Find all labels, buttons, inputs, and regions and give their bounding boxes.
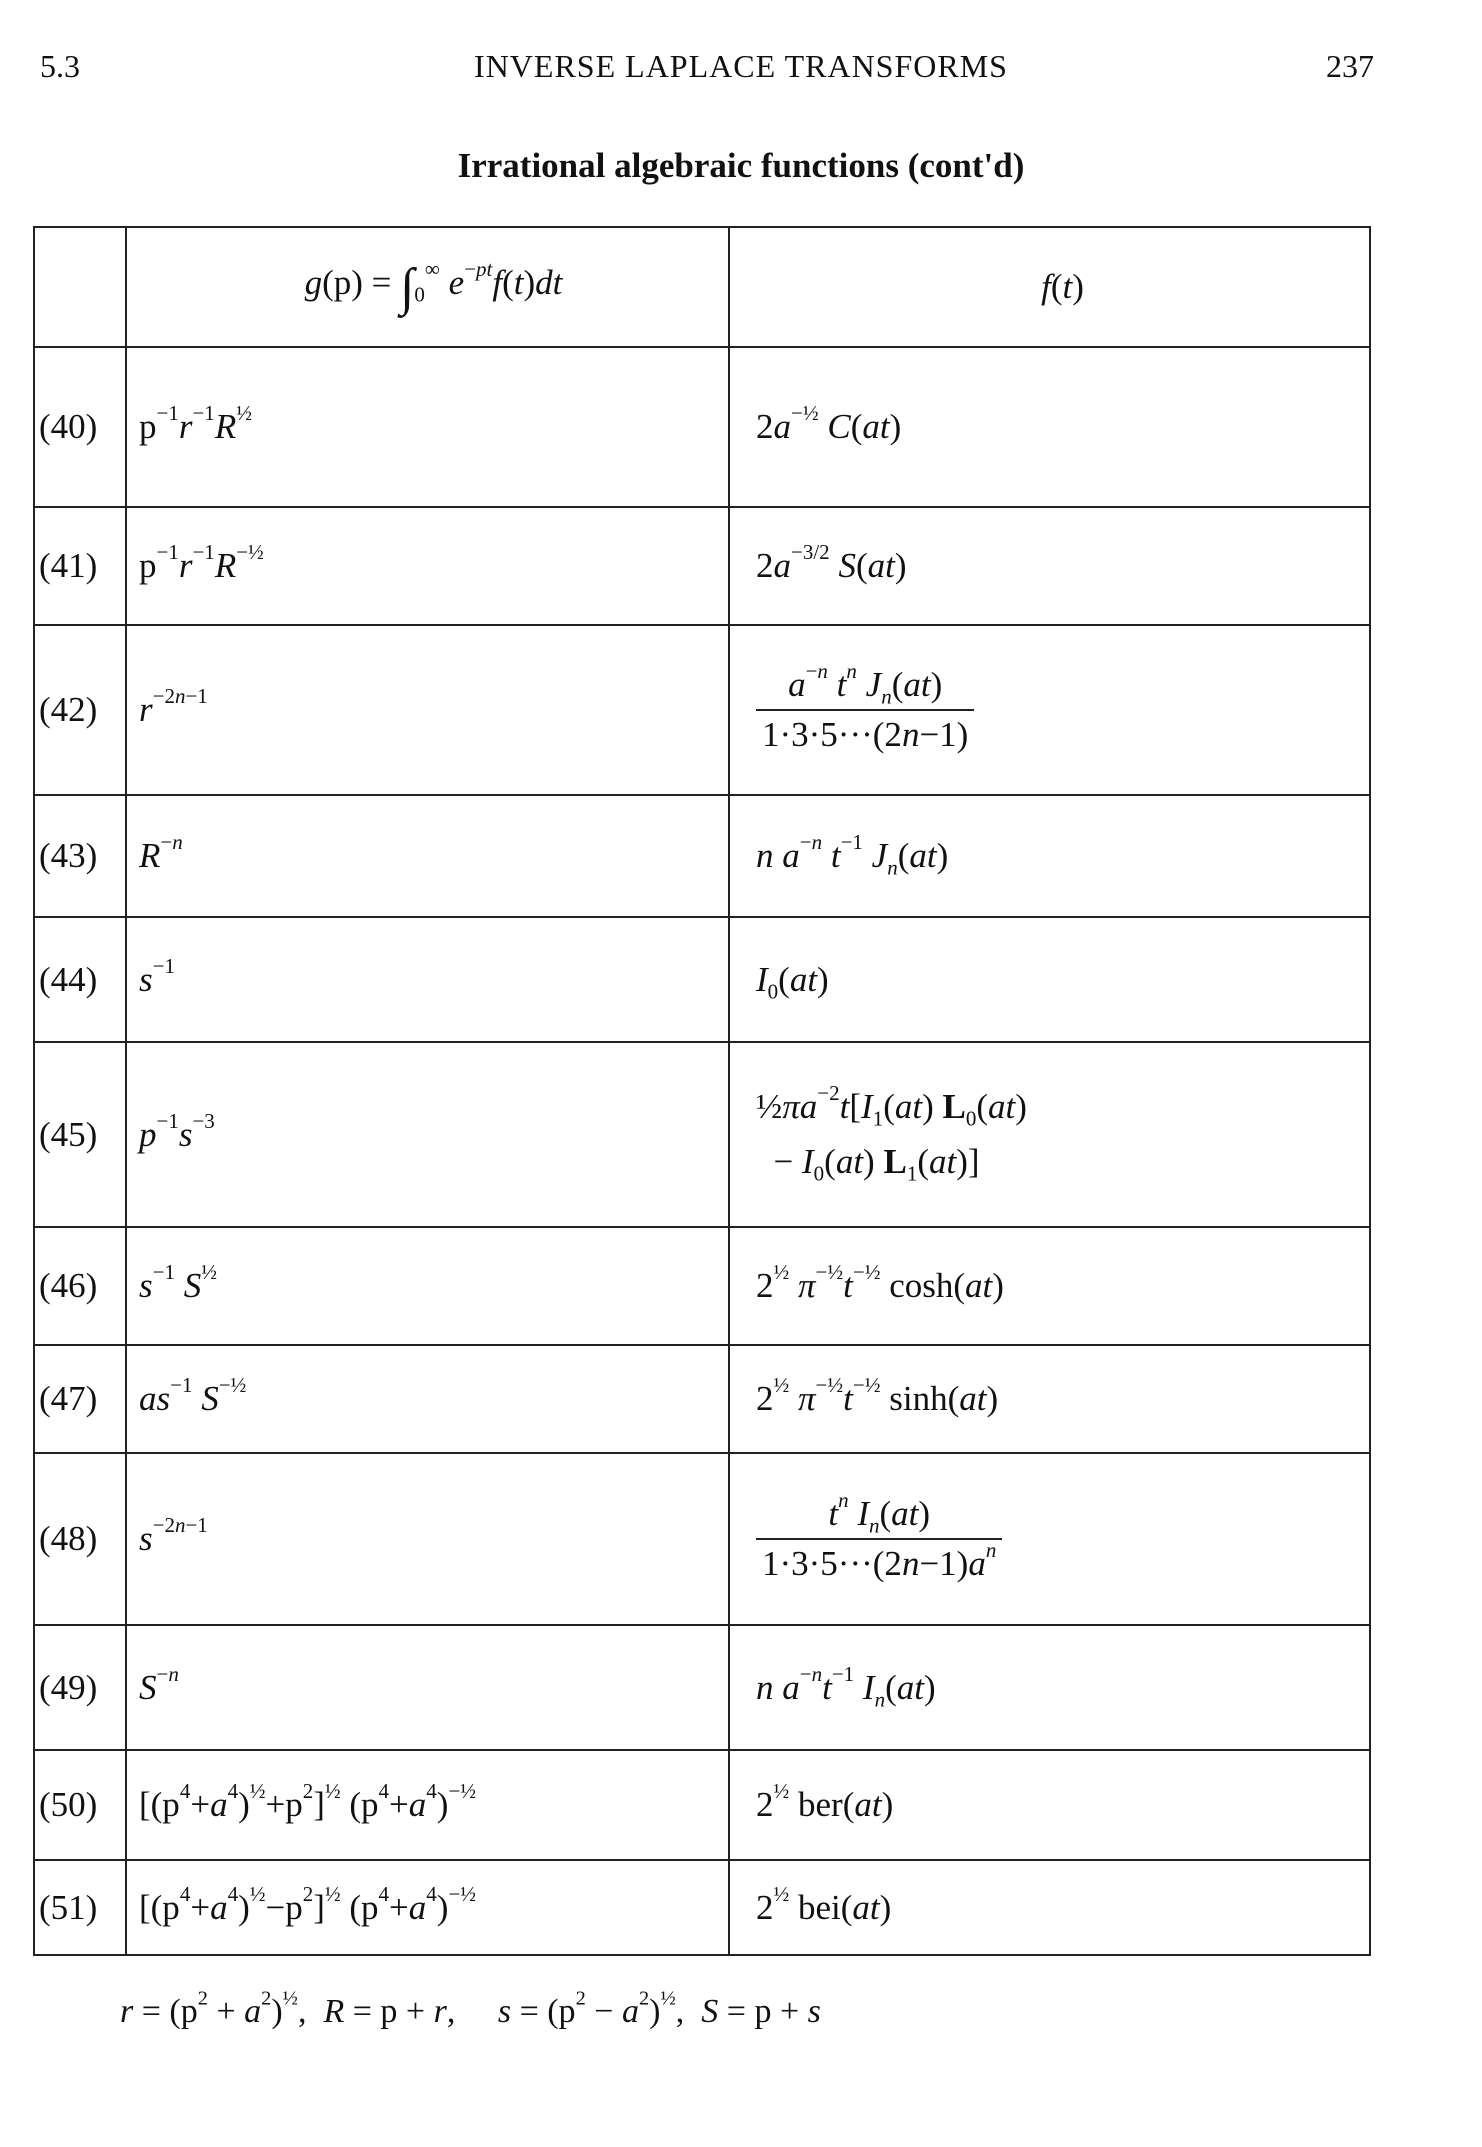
row-number: (51): [34, 1860, 126, 1955]
f-expression: $2^{\frac{1}{2}}$ $\pi^{-\frac{1}{2}}t^{-\frac{1}{2}}$ sinh(at): [729, 1345, 1370, 1453]
row-number: (45): [34, 1042, 126, 1227]
g-expression: $[(p^4+a^4)^{\frac{1}{2}}-p^2]^{\frac{1}{2}}$ $(p^4+a^4)^{-\frac{1}{2}}$: [126, 1860, 729, 1955]
header-g-formula: $g(p) = \int_0^\infty$ $e^{-pt}f(t)dt$: [304, 256, 563, 316]
f-expression: $I_0(at)$: [729, 917, 1370, 1042]
f-expression: $2a^{-\frac{1}{2}}$ C(at): [729, 347, 1370, 507]
table-row: [34, 1625, 1370, 1750]
g-expression: $s^{-2n-1}$: [126, 1453, 729, 1625]
f-expression: $2^{\frac{1}{2}}$ $\pi^{-\frac{1}{2}}t^{-\frac{1}{2}}$ cosh(at): [729, 1227, 1370, 1345]
g-expression: $s^{-1}$ $S^{\frac{1}{2}}$: [126, 1227, 729, 1345]
table-caption: Irrational algebraic functions (cont'd): [457, 146, 1025, 185]
definitions-footnote: $r = (p^2 + a^2)^{\frac{1}{2}}$, R = p + r, $s = (p^2 - a^2)^{\frac{1}{2}}$, S = p + s: [120, 1987, 821, 2030]
row-number: (49): [34, 1625, 126, 1750]
f-expression: n $a^{-n}$ $t^{-1}$ $J_n(at)$: [729, 795, 1370, 917]
g-expression: $p^{-1}r^{-1}R^{\frac{1}{2}}$: [126, 347, 729, 507]
g-expression: $p^{-1}s^{-3}$: [126, 1042, 729, 1227]
f-expression: $2a^{-3/2}$ S(at): [729, 507, 1370, 625]
row-number: (47): [34, 1345, 126, 1453]
header-f-formula: f(t): [1041, 267, 1084, 306]
section-number: 5.3: [40, 48, 80, 84]
f-expression: n $a^{-n}t^{-1}$ $I_n(at)$: [729, 1625, 1370, 1750]
running-title: INVERSE LAPLACE TRANSFORMS: [474, 48, 1008, 84]
table-row: [34, 1042, 1370, 1227]
f-expression: $\frac{t^n I_n(at)}{1\cdot 3\cdot 5\cdot\cdot\cdot(2n-1)a^n}$: [729, 1453, 1370, 1625]
g-expression: $s^{-1}$: [126, 917, 729, 1042]
table-row: [34, 1860, 1370, 1955]
row-number: (43): [34, 795, 126, 917]
g-expression: $R^{-n}$: [126, 795, 729, 917]
row-number: (41): [34, 507, 126, 625]
row-number: (44): [34, 917, 126, 1042]
row-number: (40): [34, 347, 126, 507]
row-number: (42): [34, 625, 126, 795]
row-number: (50): [34, 1750, 126, 1860]
table-row: [34, 795, 1370, 917]
g-expression: $[(p^4+a^4)^{\frac{1}{2}}+p^2]^{\frac{1}{2}}$ $(p^4+a^4)^{-\frac{1}{2}}$: [126, 1750, 729, 1860]
table-row: [34, 347, 1370, 507]
row-number: (48): [34, 1453, 126, 1625]
table-row: [34, 1453, 1370, 1625]
f-expression: $2^{\frac{1}{2}}$ ber(at): [729, 1750, 1370, 1860]
header-g-cell: [126, 227, 729, 347]
table-row: [34, 1345, 1370, 1453]
table-row: [34, 507, 1370, 625]
page-number: 237: [1326, 48, 1374, 84]
table-row: [34, 917, 1370, 1042]
row-number: (46): [34, 1227, 126, 1345]
f-expression: $\frac{1}{2}\pi a^{-2}t[I_1(at)$ $L_0(at)$ − $I_0(at)$ $L_1(at)$]: [729, 1042, 1370, 1227]
table-row: [34, 1227, 1370, 1345]
f-expression: $2^{\frac{1}{2}}$ bei(at): [729, 1860, 1370, 1955]
transform-table: [33, 226, 1371, 1956]
table-row: [34, 1750, 1370, 1860]
g-expression: $p^{-1}r^{-1}R^{-\frac{1}{2}}$: [126, 507, 729, 625]
header-f-cell: [729, 227, 1370, 347]
table-row: [34, 625, 1370, 795]
g-expression: $S^{-n}$: [126, 1625, 729, 1750]
g-expression: $as^{-1}$ $S^{-\frac{1}{2}}$: [126, 1345, 729, 1453]
g-expression: $r^{-2n-1}$: [126, 625, 729, 795]
header-blank-cell: [34, 227, 126, 347]
f-expression: $\frac{a^{-n} t^n J_n(at)}{1\cdot 3\cdot 5\cdot\cdot\cdot(2n-1)}$: [729, 625, 1370, 795]
table-header-row: [34, 227, 1370, 347]
